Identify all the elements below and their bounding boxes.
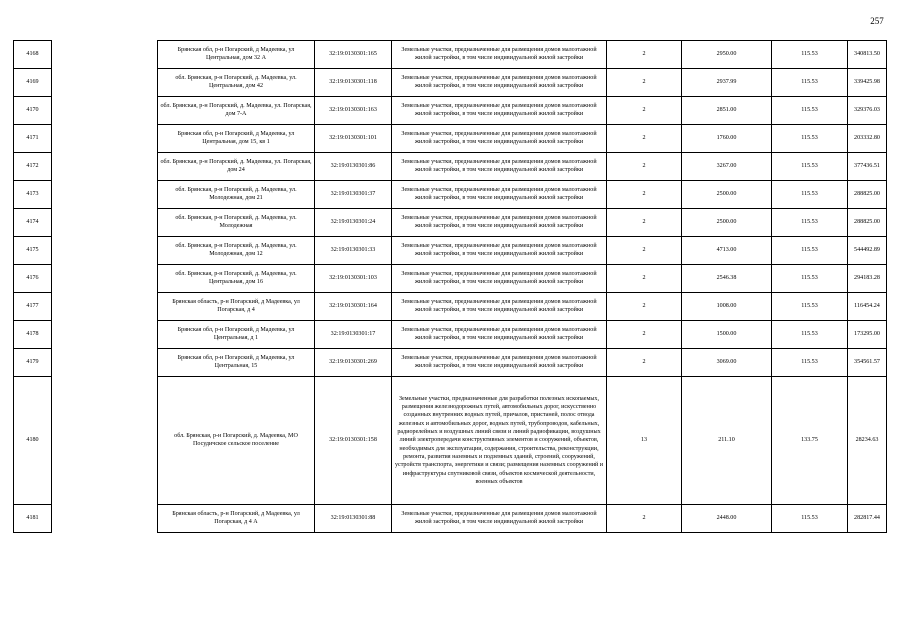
cadastral-number-cell: 32:19:0130301:165	[315, 41, 392, 69]
use-group-cell: 2	[607, 349, 682, 377]
cadastral-number-cell: 32:19:0130301:158	[315, 377, 392, 505]
row-id-cell: 4174	[14, 209, 52, 237]
table-row	[14, 377, 887, 505]
land-use-cell: Земельные участки, предназначенные для размещения домов малоэтажной жилой застройки, в том числе индивидуальной жилой застройки	[392, 41, 607, 69]
cadastral-value-cell: 288825.00	[848, 181, 887, 209]
empty-column-cell	[52, 265, 158, 293]
specific-value-cell: 115.53	[772, 69, 848, 97]
address-cell: обл. Брянская, р-н Погарский, д. Мадеевка, МО Посудичское сельское поселение	[158, 377, 315, 505]
address-cell: Брянская обл, р-н Погарский, д Мадеевка, ул Центральная, дом 15, кв 1	[158, 125, 315, 153]
table-row	[14, 153, 887, 181]
use-group-cell: 2	[607, 293, 682, 321]
land-use-cell: Земельные участки, предназначенные для размещения домов малоэтажной жилой застройки, в том числе индивидуальной жилой застройки	[392, 209, 607, 237]
table-row	[14, 41, 887, 69]
address-cell: Брянская область, р-н Погарский, д Мадеевка, ул Погарская, д 4 А	[158, 505, 315, 533]
use-group-cell: 2	[607, 181, 682, 209]
cadastral-number-cell: 32:19:0130301:24	[315, 209, 392, 237]
area-cell: 2546.38	[682, 265, 772, 293]
cadastral-value-cell: 340813.50	[848, 41, 887, 69]
empty-column-cell	[52, 153, 158, 181]
area-cell: 2500.00	[682, 181, 772, 209]
address-cell: Брянская обл, р-н Погарский, д Мадеевка, ул Центральная, дом 32 А	[158, 41, 315, 69]
address-cell: обл. Брянская, р-н Погарский, д. Мадеевка, ул. Молодежная, дом 12	[158, 237, 315, 265]
address-cell: Брянская область, р-н Погарский, д Мадеевка, ул Погарская, д 4	[158, 293, 315, 321]
row-id-cell: 4176	[14, 265, 52, 293]
use-group-cell: 2	[607, 97, 682, 125]
empty-column-cell	[52, 321, 158, 349]
cadastral-value-table	[13, 40, 887, 533]
row-id-cell: 4172	[14, 153, 52, 181]
table-row	[14, 209, 887, 237]
cadastral-number-cell: 32:19:0130301:88	[315, 505, 392, 533]
address-cell: обл. Брянская, р-н Погарский, д. Мадеевка, ул. Центральная, дом 16	[158, 265, 315, 293]
cadastral-value-cell: 339425.98	[848, 69, 887, 97]
empty-column-cell	[52, 69, 158, 97]
use-group-cell: 13	[607, 377, 682, 505]
specific-value-cell: 115.53	[772, 349, 848, 377]
row-id-cell: 4179	[14, 349, 52, 377]
specific-value-cell: 115.53	[772, 153, 848, 181]
cadastral-number-cell: 32:19:0130301:101	[315, 125, 392, 153]
use-group-cell: 2	[607, 69, 682, 97]
row-id-cell: 4168	[14, 41, 52, 69]
cadastral-value-cell: 377436.51	[848, 153, 887, 181]
specific-value-cell: 115.53	[772, 505, 848, 533]
cadastral-value-cell: 203332.80	[848, 125, 887, 153]
land-use-cell: Земельные участки, предназначенные для размещения домов малоэтажной жилой застройки, в том числе индивидуальной жилой застройки	[392, 69, 607, 97]
address-cell: Брянская обл, р-н Погарский, д Мадеевка, ул Центральная, д 1	[158, 321, 315, 349]
table-row	[14, 349, 887, 377]
use-group-cell: 2	[607, 125, 682, 153]
land-use-cell: Земельные участки, предназначенные для размещения домов малоэтажной жилой застройки, в том числе индивидуальной жилой застройки	[392, 97, 607, 125]
area-cell: 2950.00	[682, 41, 772, 69]
use-group-cell: 2	[607, 505, 682, 533]
empty-column-cell	[52, 41, 158, 69]
address-cell: обл. Брянская, р-н Погарский, д. Мадеевка, ул. Молодежная	[158, 209, 315, 237]
use-group-cell: 2	[607, 265, 682, 293]
specific-value-cell: 115.53	[772, 97, 848, 125]
row-id-cell: 4178	[14, 321, 52, 349]
specific-value-cell: 115.53	[772, 41, 848, 69]
cadastral-number-cell: 32:19:0130301:17	[315, 321, 392, 349]
cadastral-value-cell: 544492.89	[848, 237, 887, 265]
cadastral-value-cell: 294183.28	[848, 265, 887, 293]
row-id-cell: 4177	[14, 293, 52, 321]
empty-column-cell	[52, 293, 158, 321]
cadastral-value-cell: 116454.24	[848, 293, 887, 321]
specific-value-cell: 115.53	[772, 265, 848, 293]
table-row	[14, 97, 887, 125]
address-cell: обл. Брянская, р-н Погарский, д. Мадеевка, ул. Центральная, дом 42	[158, 69, 315, 97]
cadastral-number-cell: 32:19:0130301:33	[315, 237, 392, 265]
specific-value-cell: 133.75	[772, 377, 848, 505]
cadastral-value-cell: 354561.57	[848, 349, 887, 377]
area-cell: 211.10	[682, 377, 772, 505]
area-cell: 1008.00	[682, 293, 772, 321]
land-use-cell: Земельные участки, предназначенные для размещения домов малоэтажной жилой застройки, в том числе индивидуальной жилой застройки	[392, 293, 607, 321]
empty-column-cell	[52, 377, 158, 505]
cadastral-number-cell: 32:19:0130301:37	[315, 181, 392, 209]
row-id-cell: 4170	[14, 97, 52, 125]
cadastral-value-cell: 329376.03	[848, 97, 887, 125]
use-group-cell: 2	[607, 209, 682, 237]
row-id-cell: 4169	[14, 69, 52, 97]
empty-column-cell	[52, 97, 158, 125]
address-cell: обл. Брянская, р-н Погарский, д. Мадеевка, ул. Погарская, дом 24	[158, 153, 315, 181]
specific-value-cell: 115.53	[772, 321, 848, 349]
use-group-cell: 2	[607, 321, 682, 349]
cadastral-number-cell: 32:19:0130301:86	[315, 153, 392, 181]
empty-column-cell	[52, 237, 158, 265]
area-cell: 2448.00	[682, 505, 772, 533]
area-cell: 2851.00	[682, 97, 772, 125]
land-use-cell: Земельные участки, предназначенные для размещения домов малоэтажной жилой застройки, в том числе индивидуальной жилой застройки	[392, 181, 607, 209]
table-row	[14, 265, 887, 293]
table-row	[14, 293, 887, 321]
cadastral-value-cell: 282817.44	[848, 505, 887, 533]
table-row	[14, 237, 887, 265]
address-cell: обл. Брянская, р-н Погарский, д. Мадеевка, ул. Молодежная, дом 21	[158, 181, 315, 209]
cadastral-number-cell: 32:19:0130301:103	[315, 265, 392, 293]
cadastral-value-cell: 173295.00	[848, 321, 887, 349]
page-number: 257	[870, 16, 884, 26]
area-cell: 2937.99	[682, 69, 772, 97]
cadastral-number-cell: 32:19:0130301:164	[315, 293, 392, 321]
area-cell: 3069.00	[682, 349, 772, 377]
empty-column-cell	[52, 181, 158, 209]
cadastral-number-cell: 32:19:0130301:118	[315, 69, 392, 97]
land-use-cell: Земельные участки, предназначенные для размещения домов малоэтажной жилой застройки, в том числе индивидуальной жилой застройки	[392, 265, 607, 293]
empty-column-cell	[52, 349, 158, 377]
specific-value-cell: 115.53	[772, 237, 848, 265]
land-use-cell: Земельные участки, предназначенные для размещения домов малоэтажной жилой застройки, в том числе индивидуальной жилой застройки	[392, 349, 607, 377]
table-row	[14, 125, 887, 153]
row-id-cell: 4171	[14, 125, 52, 153]
empty-column-cell	[52, 209, 158, 237]
use-group-cell: 2	[607, 237, 682, 265]
use-group-cell: 2	[607, 153, 682, 181]
cadastral-number-cell: 32:19:0130301:163	[315, 97, 392, 125]
land-use-cell: Земельные участки, предназначенные для размещения домов малоэтажной жилой застройки, в том числе индивидуальной жилой застройки	[392, 321, 607, 349]
area-cell: 2500.00	[682, 209, 772, 237]
land-use-cell: Земельные участки, предназначенные для размещения домов малоэтажной жилой застройки, в том числе индивидуальной жилой застройки	[392, 237, 607, 265]
row-id-cell: 4181	[14, 505, 52, 533]
address-cell: Брянская обл, р-н Погарский, д Мадеевка, ул Центральная, 15	[158, 349, 315, 377]
land-use-cell: Земельные участки, предназначенные для размещения домов малоэтажной жилой застройки, в том числе индивидуальной жилой застройки	[392, 153, 607, 181]
address-cell: обл. Брянская, р-н Погарский, д. Мадеевка, ул. Погарская, дом 7-А	[158, 97, 315, 125]
table-row	[14, 321, 887, 349]
row-id-cell: 4180	[14, 377, 52, 505]
land-use-cell: Земельные участки, предназначенные для разработки полезных ископаемых, размещения железнодорожных путей, автомобильных дорог, искусственно созданных внутренних водных путей, причалов, пристаней, полос отвода железных и автомобильных дорог, водных путей, трубопроводов, кабельных, радиорелейных и воздушных линий связи и линий радиофикации, воздушных линий электропередачи конструктивных элементов и сооружений, объектов, необходимых для эксплуатации, содержания, строительства, реконструкции, ремонта, развития наземных и подземных зданий, строений, сооружений, устройств транспорта, энергетики и связи; размещения наземных сооружений и инфраструктуры спутниковой связи, объектов космической деятельности, военных объектов	[392, 377, 607, 505]
land-use-cell: Земельные участки, предназначенные для размещения домов малоэтажной жилой застройки, в том числе индивидуальной жилой застройки	[392, 505, 607, 533]
area-cell: 1500.00	[682, 321, 772, 349]
area-cell: 1760.00	[682, 125, 772, 153]
table-row	[14, 181, 887, 209]
table-row	[14, 505, 887, 533]
cadastral-value-cell: 28234.63	[848, 377, 887, 505]
table-row	[14, 69, 887, 97]
empty-column-cell	[52, 505, 158, 533]
cadastral-value-cell: 288825.00	[848, 209, 887, 237]
row-id-cell: 4173	[14, 181, 52, 209]
empty-column-cell	[52, 125, 158, 153]
use-group-cell: 2	[607, 41, 682, 69]
land-use-cell: Земельные участки, предназначенные для размещения домов малоэтажной жилой застройки, в том числе индивидуальной жилой застройки	[392, 125, 607, 153]
cadastral-number-cell: 32:19:0130301:269	[315, 349, 392, 377]
specific-value-cell: 115.53	[772, 181, 848, 209]
table-body	[14, 41, 887, 533]
specific-value-cell: 115.53	[772, 125, 848, 153]
specific-value-cell: 115.53	[772, 293, 848, 321]
specific-value-cell: 115.53	[772, 209, 848, 237]
row-id-cell: 4175	[14, 237, 52, 265]
area-cell: 3267.00	[682, 153, 772, 181]
area-cell: 4713.00	[682, 237, 772, 265]
